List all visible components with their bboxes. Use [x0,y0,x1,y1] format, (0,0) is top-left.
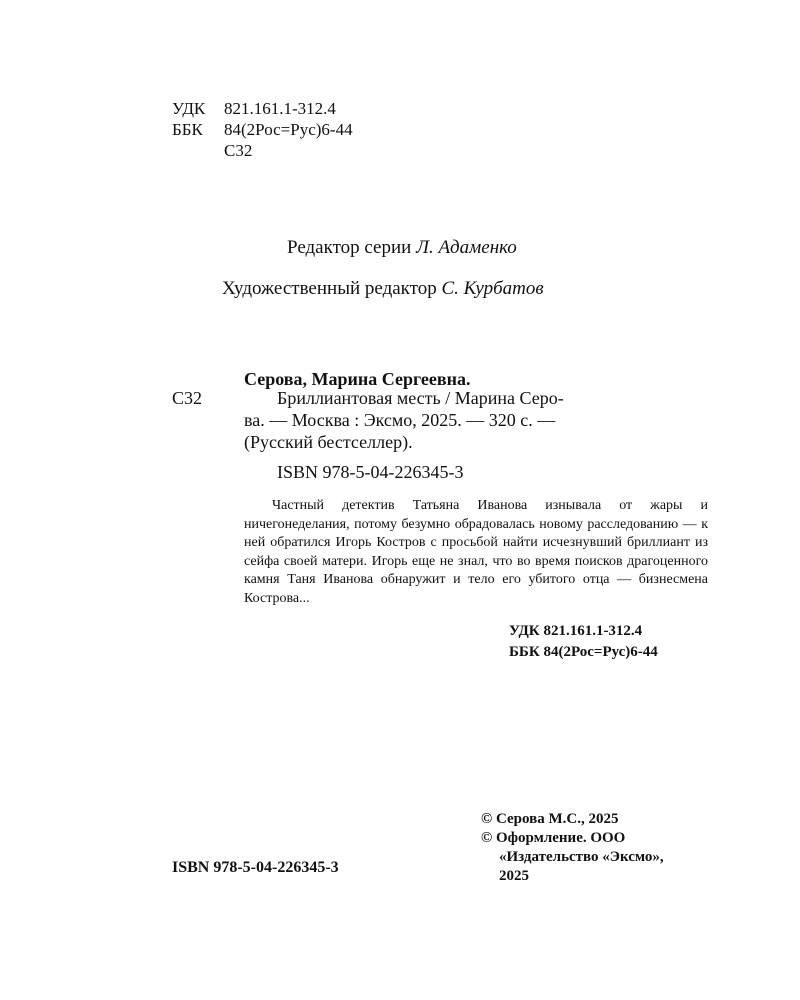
art-editor [222,278,544,300]
copyright-author: © Серова М.С., 2025 [481,811,619,827]
udk-bottom: УДК 821.161.1-312.4 [509,623,643,639]
description-line-2: ва. — Москва : Эксмо, 2025. — 320 с. — [244,410,556,430]
art-editor-name: С. Курбатов [441,278,544,299]
udk-top [172,98,336,119]
series-editor [287,237,517,259]
description-line-1: Бриллиантовая месть / Марина Серо- [277,388,564,408]
copyright-design-1: © Оформление. ООО [481,830,626,846]
author-heading: Серова, Марина Сергеевна. [244,369,471,389]
copyright-design-3: 2025 [499,868,529,884]
series-editor-name: Л. Адаменко [416,237,517,258]
isbn-record: ISBN 978-5-04-226345-3 [277,462,464,482]
bbk-code: 84(2Рос=Рус)6-44 [224,120,353,139]
udk-label: УДК [172,99,206,118]
bbk-label: ББК [172,120,203,139]
description-line-3: (Русский бестселлер). [244,432,413,452]
copyright-design-2: «Издательство «Эксмо», [499,849,664,865]
author-mark-top: С32 [224,141,253,160]
bbk-top [172,119,353,140]
art-editor-label: Художественный редактор [222,278,437,299]
series-editor-label: Редактор серии [287,237,412,258]
isbn-bottom: ISBN 978-5-04-226345-3 [172,859,339,876]
annotation: Частный детектив Татьяна Иванова изнывала от жары и ничегонеделания, потому безумно обрадовалась новому расследованию — к ней обратился Игорь Костров с просьбой найти исчезнувший бриллиант из сейфа своей матери. Игорь еще не знал, что во время поисков драгоценного камня Таня Иванова обнаружит и тело его убитого отца — бизнесмена Кострова... [244,498,708,606]
author-mark: С32 [172,388,203,408]
bbk-bottom: ББК 84(2Рос=Рус)6-44 [509,644,658,660]
udk-code: 821.161.1-312.4 [224,99,336,118]
